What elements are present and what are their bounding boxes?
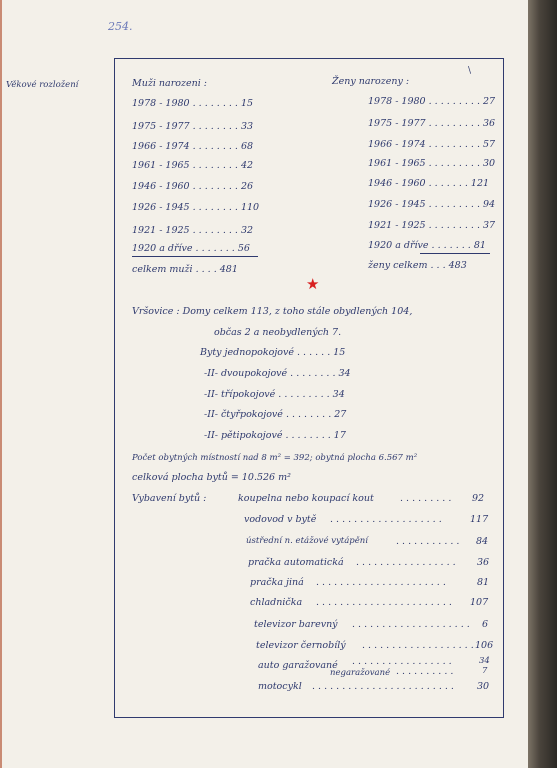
equipment-item-value: 7 (482, 666, 488, 676)
area-line: celková plocha bytů = 10.526 m² (132, 472, 291, 483)
equipment-item-value: 6 (482, 619, 489, 630)
equipment-item-value: 30 (477, 681, 490, 692)
equipment-item-dots: . . . . . . . . . . . (396, 536, 460, 547)
equipment-item-name: motocykl (258, 681, 302, 692)
page-edge (0, 0, 2, 768)
equipment-item-name: pračka jiná (250, 577, 304, 588)
equipment-item-dots: . . . . . . . . . . . . . . . . . . . . . . . (316, 597, 452, 608)
women-row: 1946 - 1960 . . . . . . . 121 (368, 178, 490, 189)
flats-header: Byty jednopokojové . . . . . . 15 (200, 347, 346, 358)
flats-row: -II- pětipokojové . . . . . . . . 17 (204, 430, 346, 441)
equipment-item-name: koupelna nebo koupací kout (238, 493, 374, 504)
women-row: 1975 - 1977 . . . . . . . . . 36 (368, 118, 496, 129)
equipment-item-value: 106 (475, 640, 494, 651)
equipment-item-value: 92 (472, 493, 485, 504)
red-star-icon: ★ (306, 275, 320, 293)
women-header: Ženy narozeny : (332, 76, 410, 87)
equipment-label: Vybavení bytů : (132, 493, 207, 504)
flats-row: -II- třípokojové . . . . . . . . . 34 (204, 389, 345, 400)
equipment-item-name: vodovod v bytě (244, 514, 317, 525)
men-row: 1975 - 1977 . . . . . . . . 33 (132, 121, 254, 132)
women-row: 1926 - 1945 . . . . . . . . . 94 (368, 199, 496, 210)
equipment-item-name: televizor barevný (254, 619, 338, 630)
men-row: 1946 - 1960 . . . . . . . . 26 (132, 181, 254, 192)
men-row: 1920 a dříve . . . . . . . 56 (132, 243, 250, 254)
equipment-item-dots: . . . . . . . . . . . . . . . . . . . . (352, 619, 470, 630)
equipment-item-value: 117 (470, 514, 489, 525)
women-row: 1921 - 1925 . . . . . . . . . 37 (368, 220, 496, 231)
men-row: 1926 - 1945 . . . . . . . . 110 (132, 202, 260, 213)
women-total: ženy celkem . . . 483 (368, 260, 467, 271)
men-header: Muži narozeni : (132, 78, 207, 89)
equipment-item-dots: . . . . . . . . . . . . . . . . . . . . . . . . (312, 681, 454, 692)
vrsovice-line-2: občas 2 a neobydlených 7. (214, 327, 342, 338)
equipment-item-dots: . . . . . . . . . . . . . . . . . . . (362, 640, 474, 651)
equipment-item-dots: . . . . . . . . . . . . . . . . . . . . . . (316, 577, 446, 588)
equipment-item-name: negaražované (330, 668, 391, 678)
rooms-line: Počet obytných místností nad 8 m² = 392; obytná plocha 6.567 m² (132, 453, 418, 463)
men-sum-underline (132, 256, 258, 257)
equipment-item-value: 107 (470, 597, 489, 608)
men-total: celkem muži . . . . 481 (132, 264, 238, 275)
page-number: 254. (108, 20, 133, 33)
equipment-item-value: 36 (477, 557, 490, 568)
women-row: 1920 a dříve . . . . . . . 81 (368, 240, 486, 251)
men-row: 1961 - 1965 . . . . . . . . 42 (132, 160, 254, 171)
equipment-item-name: ústřední n. etážové vytápění (246, 536, 368, 546)
women-row: 1966 - 1974 . . . . . . . . . 57 (368, 139, 496, 150)
equipment-item-dots: . . . . . . . . . . . . . . . . . (352, 656, 452, 667)
equipment-item-name: auto garažované (258, 660, 338, 671)
women-row: 1978 - 1980 . . . . . . . . . 27 (368, 96, 496, 107)
equipment-item-name: pračka automatická (248, 557, 344, 568)
equipment-item-dots: . . . . . . . . . (400, 493, 452, 504)
women-sum-underline (420, 253, 490, 254)
equipment-item-value: 81 (477, 577, 490, 588)
men-row: 1978 - 1980 . . . . . . . . 15 (132, 98, 254, 109)
margin-note: Věkové rozložení (6, 80, 79, 90)
women-row: 1961 - 1965 . . . . . . . . . 30 (368, 158, 496, 169)
flats-row: -II- čtyřpokojové . . . . . . . . 27 (204, 409, 347, 420)
equipment-item-value: 34 (479, 656, 490, 666)
pencil-tick-mark: \ (468, 66, 472, 76)
equipment-item-name: televizor černobílý (256, 640, 346, 651)
equipment-item-name: chladnička (250, 597, 303, 608)
book-spine (528, 0, 557, 768)
flats-row: -II- dvoupokojové . . . . . . . . 34 (204, 368, 351, 379)
equipment-item-value: 84 (476, 536, 489, 547)
men-row: 1921 - 1925 . . . . . . . . 32 (132, 225, 254, 236)
equipment-item-dots: . . . . . . . . . . . . . . . . . . . (330, 514, 442, 525)
vrsovice-line-1: Vršovice : Domy celkem 113, z toho stále obydlených 104, (132, 306, 413, 317)
equipment-item-dots: . . . . . . . . . . (396, 666, 454, 677)
men-row: 1966 - 1974 . . . . . . . . 68 (132, 141, 254, 152)
equipment-item-dots: . . . . . . . . . . . . . . . . . (356, 557, 456, 568)
